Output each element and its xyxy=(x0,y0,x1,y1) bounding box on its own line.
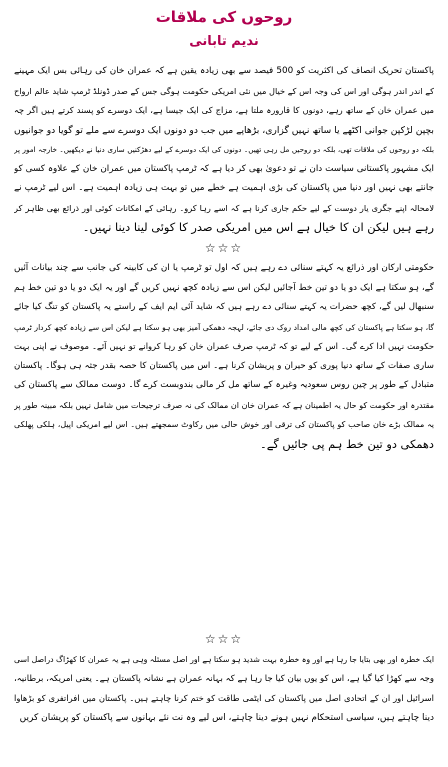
section-separator: ☆☆☆ xyxy=(204,241,244,255)
text-line: وجہ سے کھڑا کیا گیا ہے، اس کو یوں بیان کیا جا رہا ہے کہ بہانہ عمران ہے نشانہ پاکستان ہے۔ یعنی امریکہ، برطانیہ، xyxy=(14,673,434,684)
text-line: بچپن لڑکپن جوانی اکٹھے یا ساتھ نہیں گزاری، بڑھاپے میں جب دو دونوں ایک دوسرے سے ملے تو گویا دو جوانیوں xyxy=(14,124,434,136)
text-line: مقتدرہ اور حکومت کو حال یہ اطمینان ہے کہ عمران خان ان ممالک کی نہ صرف ترجیحات میں شامل نہیں بلکہ مبینہ طور پر xyxy=(14,400,434,410)
text-line: بلکہ دو روحوں کی ملاقات تھی، بلکہ دو روحیں مل رہی تھیں۔ دونوں کی ایک دوسرے کے لیے دھڑکنیں ساری دنیا نے دیکھیں۔ خارجہ امور پر xyxy=(14,145,434,154)
text-line: یہ ممالک بڑے خان صاحب کو پاکستان کی ترقی اور خوش حالی میں رکاوٹ سمجھتے ہیں۔ اس لیے امریکی اپیل، ہلکی پھلکی xyxy=(14,420,434,429)
text-line: میں عمران خان کے ساتھ رہے، دونوں کا قارورہ ملتا ہے، مزاج کی ایک جیسا ہے، ایک دوسرے کو پسند کرتے ہیں اگر چہ xyxy=(14,105,434,115)
text-line: اسرائیل اور ان کے اتحادی اصل میں پاکستان کی ایٹمی طاقت کو ختم کرنا چاہتے ہیں۔ پاکستان میں افراتفری کو بڑھاوا xyxy=(14,693,434,703)
paragraph-3 xyxy=(14,650,434,728)
text-line: جانتے بھی نہیں اور دنیا میں پاکستان کی بڑی اہمیت ہے خطے میں تو بہت ہی زیادہ اہمیت ہے۔ اس لیے ٹرمپ نے xyxy=(14,183,434,193)
text-line: ایک خطرہ اور بھی بتایا جا رہا ہے اور وہ خطرہ بہت شدید ہو سکتا ہے اور اصل مسئلہ وہی ہے یہ عمران کا کھڑاگ دراصل اسی xyxy=(14,655,434,664)
text-line: دھمکی دو تین خط ہم پی جائیں گے۔ xyxy=(260,436,434,451)
text-line: پاکستان تحریک انصاف کی اکثریت کو 500 فیصد سے بھی زیادہ یقین ہے کہ عمران خان کی رہائی بس ایک مہینے xyxy=(14,66,434,76)
text-line: متبادل کے طور پر چین روس سعودیہ وغیرہ کے ساتھ مل کر مالی بندوبست کرے گا۔ دوست ممالک سے پاکستان کی xyxy=(14,380,434,390)
text-line: حکومتی ارکان اور ذرائع یہ کہتے سنائی دے رہے ہیں کہ اول تو ٹرمپ یا ان کی کابینہ کی جانب سے چند بیانات آئیں xyxy=(14,263,434,273)
text-line: ایک مشہور پاکستانی سیاست دان نے تو دعویٰ بھی کر دیا ہے کہ ٹرمپ پاکستان میں عمران خان کے علاوہ کسی کو xyxy=(14,163,434,174)
text-line: لامحالہ اپنے جگری یار دوست کے لیے حکم جاری کرنا ہے کہ اسے رہا کرو۔ رہائی کے امکانات کوئی اور ذرائع بھی ظاہر کر xyxy=(14,202,434,213)
paragraph-1 xyxy=(14,62,434,238)
text-line: گا، ہو سکتا ہے پاکستان کی کچھ مالی امداد روک دی جائے، لہجہ دھمکی آمیز بھی ہو سکتا ہے لیکن اس سے زیادہ کچھ کردار ٹرمپ xyxy=(14,322,434,332)
text-line: کے اندر اندر ہوگی اور اس کی وجہ اس کے خیال میں نئی امریکی حکومت ہوگی جس کے صدر ڈونلڈ ٹرمپ شاید عالم ارواح xyxy=(14,85,434,96)
section-separator: ☆☆☆ xyxy=(204,632,244,646)
article-title: روحوں کی ملاقات xyxy=(155,8,293,26)
paragraph-2 xyxy=(14,259,434,454)
text-line: سنبھال لیں گے، کچھ حضرات یہ کہتے سنائی دے رہے ہیں کہ شاید آئی ایم ایف کے راستے یہ پاکستان کو تنگ کیا جائے xyxy=(14,302,434,312)
text-line: ساری صفات کے ساتھ دنیا پوری کو حیران و پریشان کرنا ہے۔ اس میں پاکستان کا حصہ بقدر جثہ ہی ہوگا۔ پاکستان xyxy=(14,360,434,371)
text-line: دینا چاہتے ہیں، سیاسی استحکام نہیں ہونے دینا چاہتے، اس لیے وہ نت نئے بہانوں سے پاکستان کو پریشان کریں xyxy=(19,712,434,723)
text-line: حکومت نہیں ادا کرے گی۔ اس کے لیے تو کہ ٹرمپ صرف عمران خان کو رہا کروانے تو نہیں آئے۔ موصوف نے اپنی بہت xyxy=(14,341,434,351)
author-name: ندیم تابانی xyxy=(189,34,259,49)
text-line: رہے ہیں لیکن ان کا خیال ہے اس میں امریکی صدر کا کوئی لینا دینا نہیں۔ xyxy=(82,220,434,234)
text-line: گے، ہو سکتا ہے ایک دو یا دو تین خط آجائیں لیکن اس سے زیادہ کچھ نہیں کریں گے اور یہ ایک دو یا دو تین خط ہم xyxy=(14,282,434,293)
